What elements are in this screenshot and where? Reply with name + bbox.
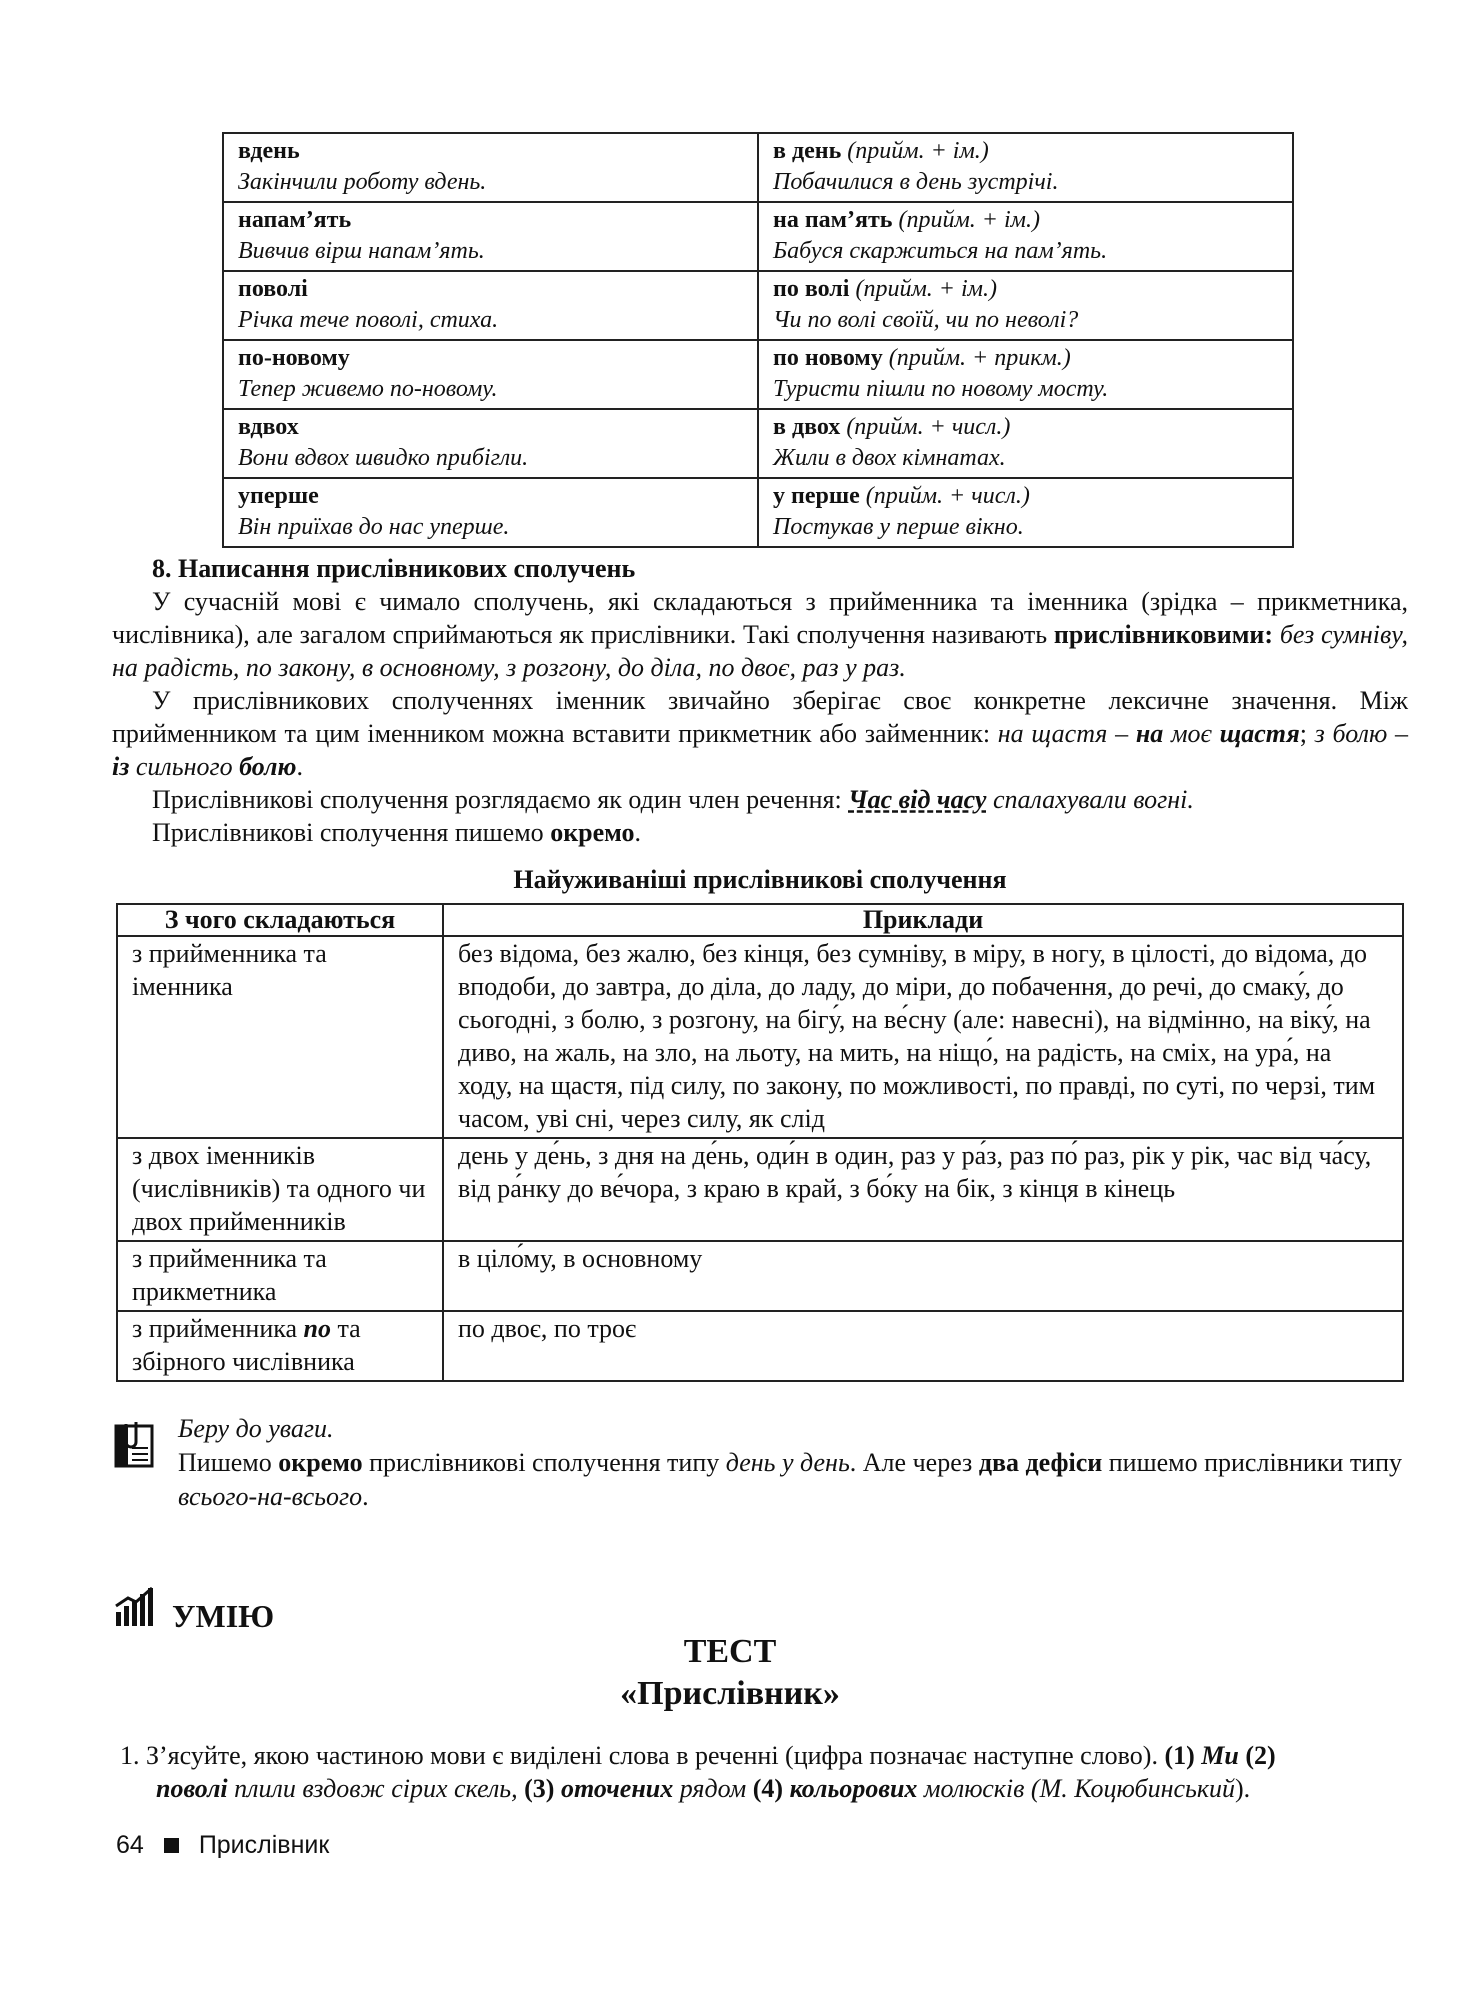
table-row [117, 1138, 1403, 1241]
phrase-cell [758, 271, 1293, 340]
separator: ; [1299, 719, 1315, 748]
adverbial-phrases-table [116, 903, 1404, 1382]
text: . Але через [849, 1448, 979, 1477]
period: . [634, 818, 642, 847]
period: . [362, 1482, 369, 1511]
example: моє [1163, 719, 1220, 748]
phrase-example: Жили в двох кімнатах. [773, 445, 1006, 471]
paragraph-3 [112, 783, 1408, 816]
adverb-word: вдвох [238, 414, 299, 440]
grammar-note: (прийм. + прикм.) [882, 345, 1071, 371]
text: Пишемо [178, 1448, 279, 1477]
word-number: (2) [1238, 1741, 1276, 1770]
adverb-word: по-новому [238, 345, 350, 371]
adverb-example: Вивчив вірш напам’ять. [238, 238, 485, 264]
table-row [223, 202, 1293, 271]
column-header: З чого складаються [117, 904, 443, 936]
paragraph-4 [112, 816, 1408, 849]
phrase-word: по новому [773, 345, 883, 371]
term: окремо [278, 1448, 363, 1477]
examples: без сумніву, на радість, по закону, в основному, з розгону, до діла, по двоє, раз у раз. [112, 620, 1409, 682]
table-row [117, 1241, 1403, 1311]
page-number: 64 [116, 1831, 144, 1859]
note-text [178, 1446, 1408, 1514]
table-row [223, 133, 1293, 202]
text: Прислівникові сполучення розглядаємо як один член речення: [152, 785, 849, 814]
table-cell: з двох іменників (числівників) та одного чи двох прийменників [117, 1138, 443, 1241]
paragraph-2 [112, 684, 1408, 783]
phrase-cell [758, 133, 1293, 202]
sentence-text: плили вздовж сірих скель, [227, 1774, 525, 1803]
adverb-cell [223, 340, 758, 409]
adverb-cell [223, 271, 758, 340]
term: два дефіси [978, 1448, 1103, 1477]
table-cell: в ціло́му, в основному [443, 1241, 1403, 1311]
grammar-note: (прийм. + числ.) [859, 483, 1030, 509]
author: М. Коцюбинський [1039, 1774, 1236, 1803]
dash: – [1107, 719, 1136, 748]
word-number: (4) [752, 1774, 784, 1803]
example: на щастя [997, 719, 1108, 748]
word-number: (1) [1164, 1741, 1195, 1770]
table-row [223, 340, 1293, 409]
test-title: ТЕСТ [683, 1633, 777, 1670]
grammar-note: (прийм. + ім.) [892, 207, 1040, 233]
phrase-word: у перше [773, 483, 860, 509]
example-noun: щастя [1219, 719, 1300, 748]
text: з прийменника [132, 1314, 304, 1343]
phrase-example: Бабуся скаржиться на пам’ять. [773, 238, 1108, 264]
term: окремо [550, 818, 635, 847]
text: У сучасній мові є чимало сполучень, які складаються з прийменника та іменника (зрідка – прикметника, числівника), але загалом сприймаються як прислівники. Такі сполучення називають [112, 587, 1408, 649]
adverb-cell [223, 478, 758, 547]
phrase-word: на пам’ять [773, 207, 893, 233]
table-row [117, 936, 1403, 1138]
period: . [296, 752, 303, 781]
phrase-word: в день [773, 138, 842, 164]
table-cell [117, 1311, 443, 1381]
table-row [223, 478, 1293, 547]
term: прислівниковими: [1053, 620, 1274, 649]
table-caption: Найуживаніші прислівникові сполучення [513, 865, 1007, 894]
phrase-line [773, 205, 1280, 236]
adverb-word: напам’ять [238, 207, 352, 233]
footer-section: Прислівник [198, 1831, 330, 1859]
example: день у день [725, 1448, 850, 1477]
highlighted-word: поволі [156, 1774, 228, 1803]
adverb-cell [223, 133, 758, 202]
highlighted-word: оточених [554, 1774, 674, 1803]
example: сильного [129, 752, 240, 781]
adverb-example: Річка тече поволі, стиха. [238, 307, 499, 333]
phrase-line [773, 274, 1280, 305]
text: пишемо прислівники типу [1102, 1448, 1403, 1477]
example-noun: болю [239, 752, 297, 781]
dash: – [1387, 719, 1408, 748]
phrase-line [773, 481, 1280, 512]
phrase-example: Побачилися в день зустрічі. [773, 169, 1059, 195]
notepad-icon [114, 1418, 154, 1468]
section-8 [112, 552, 1408, 849]
adverb-example: Тепер живемо по-новому. [238, 376, 498, 402]
table-row [223, 271, 1293, 340]
phrase-example: Постукав у перше вікно. [773, 514, 1024, 540]
table-cell: по двоє, по троє [443, 1311, 1403, 1381]
phrase-cell [758, 340, 1293, 409]
text: У прислівникових сполученнях іменник звичайно зберігає своє конкретне лексичне значення. Між прийменником та цим іменником можна вставити прикметник або займенник: [112, 686, 1408, 748]
table-header-row [117, 904, 1403, 936]
text: прислівникові сполучення типу [362, 1448, 726, 1477]
table-cell: без відома, без жалю, без кінця, без сумніву, в міру, в ногу, в цілості, до відома, до вподоби, до завтра, до діла, до ладу, до міри, до побачення, до речі, до смаку́, до сьогодні, з болю, з розгону, на бігу́, на ве́сну (але: навесні), на відмінно, на віку́, на диво, на жаль, на зло, на льоту, на мить, на ніщо́, на радість, на сміх, на ура́, на ходу, на щастя, під силу, по закону, по можливості, по правді, по суті, по черзі, тим часом, уві сні, через силу, як слід [443, 936, 1403, 1138]
phrase-cell [758, 478, 1293, 547]
adverb-example: Він приїхав до нас уперше. [238, 514, 510, 540]
adverb-word: вдень [238, 138, 300, 164]
example-prep: на [1135, 719, 1164, 748]
phrase-line [773, 343, 1280, 374]
column-header: Приклади [443, 904, 1403, 936]
table-row [117, 1311, 1403, 1381]
example: з болю [1314, 719, 1388, 748]
phrase-cell [758, 202, 1293, 271]
grammar-note: (прийм. + числ.) [840, 414, 1011, 440]
question-text: 1. З’ясуйте, якою частиною мови є виділені слова в реченні (цифра позначає наступне слово). [120, 1741, 1165, 1770]
adverb-example: Закінчили роботу вдень. [238, 169, 487, 195]
note-block [178, 1412, 1408, 1514]
test-subtitle: «Прислівник» [620, 1675, 840, 1712]
grammar-note: (прийм. + ім.) [849, 276, 997, 302]
table-cell: день у де́нь, з дня на де́нь, оди́н в один, раз у ра́з, раз по́ раз, рік у рік, час від ча́су, від ра́нку до ве́чора, з краю в край, з бо́ку на бік, з кінця в кінець [443, 1138, 1403, 1241]
question-1 [120, 1739, 1410, 1805]
square-bullet-icon [164, 1838, 179, 1853]
example: всього-на-всього [178, 1482, 363, 1511]
phrase-word: по волі [773, 276, 850, 302]
phrase-example: Чи по волі своїй, чи по неволі? [773, 307, 1079, 333]
phrase-cell [758, 409, 1293, 478]
emphasis: по [303, 1314, 331, 1343]
phrase-word: в двох [773, 414, 841, 440]
adverb-example: Вони вдвох швидко прибігли. [238, 445, 529, 471]
page-footer [116, 1830, 329, 1860]
text: Прислівникові сполучення пишемо [152, 818, 551, 847]
sentence-text: молюсків ( [917, 1774, 1040, 1803]
adverb-word: поволі [238, 276, 308, 302]
bar-chart-icon [114, 1584, 158, 1628]
phrase-example: Туристи пішли по новому мосту. [773, 376, 1109, 402]
grammar-note: (прийм. + ім.) [841, 138, 989, 164]
note-lead: Беру до уваги. [178, 1414, 334, 1443]
text: та збірного числівника [132, 1314, 361, 1376]
phrase-line [773, 136, 1280, 167]
section-heading: 8. Написання прислівникових сполучень [152, 554, 636, 583]
highlighted-word: Ми [1194, 1741, 1239, 1770]
period: ). [1235, 1774, 1251, 1803]
skills-heading: УМІЮ [172, 1598, 275, 1634]
paragraph-1 [112, 585, 1408, 684]
adverb-cell [223, 409, 758, 478]
adverb-cell [223, 202, 758, 271]
underlined-phrase: Час від часу [848, 785, 987, 814]
table-cell: з прийменника та прикметника [117, 1241, 443, 1311]
phrase-line [773, 412, 1280, 443]
adverb-comparison-table [222, 132, 1294, 548]
adverb-word: уперше [238, 483, 319, 509]
table-row [223, 409, 1293, 478]
example: спалахували вогні. [986, 785, 1194, 814]
sentence-text: рядом [673, 1774, 753, 1803]
highlighted-word: кольорових [783, 1774, 918, 1803]
word-number: (3) [524, 1774, 555, 1803]
example-prep: із [112, 752, 130, 781]
table-cell: з прийменника та іменника [117, 936, 443, 1138]
